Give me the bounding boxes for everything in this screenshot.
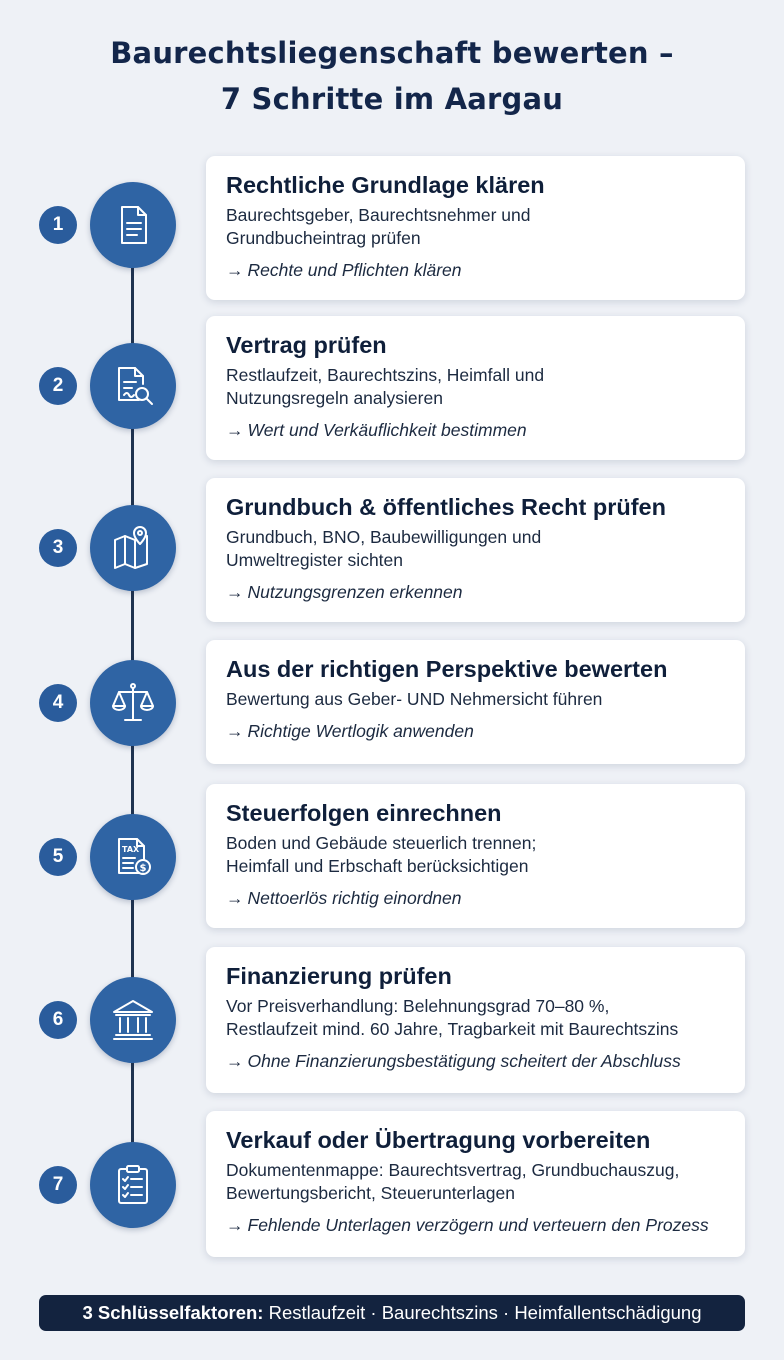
step-result: → Ohne Finanzierungsbestätigung scheitert der Abschluss: [226, 1051, 681, 1071]
step-description: Boden und Gebäude steuerlich trennen; Heimfall und Erbschaft berücksichtigen: [226, 833, 537, 876]
bank-icon: [90, 977, 176, 1063]
svg-text:TAX: TAX: [122, 845, 140, 854]
scales-icon: [90, 660, 176, 746]
document-search-icon: [90, 343, 176, 429]
key-factors-banner: [39, 1295, 745, 1331]
step-result: → Nutzungsgrenzen erkennen: [226, 582, 463, 602]
key-factors-text: Restlaufzeit · Baurechtszins · Heimfallentschädigung: [263, 1302, 702, 1323]
arrow-right-icon: →: [226, 420, 244, 440]
step-number-badge: 4: [39, 684, 77, 722]
step-description: Restlaufzeit, Baurechtszins, Heimfall und Nutzungsregeln analysieren: [226, 365, 545, 408]
step-card: [206, 156, 745, 300]
arrow-right-icon: →: [226, 1051, 244, 1071]
step-result: → Wert und Verkäuflichkeit bestimmen: [226, 420, 527, 440]
step-description: Bewertung aus Geber- UND Nehmersicht führen: [226, 689, 603, 709]
step-description: Dokumentenmappe: Baurechtsvertrag, Grundbuchauszug, Bewertungsbericht, Steuerunterlagen: [226, 1160, 680, 1203]
arrow-right-icon: →: [226, 721, 244, 741]
step-heading: Aus der richtigen Perspektive bewerten: [226, 656, 668, 682]
arrow-right-icon: →: [226, 888, 244, 908]
step-heading: Rechtliche Grundlage klären: [226, 172, 545, 198]
title-line-1: Baurechtsliegenschaft bewerten –: [110, 36, 674, 70]
step-result: → Richtige Wertlogik anwenden: [226, 721, 474, 741]
step-card: [206, 640, 745, 764]
step-card: [206, 316, 745, 460]
document-icon: [90, 182, 176, 268]
step-card: [206, 947, 745, 1093]
step-heading: Grundbuch & öffentliches Recht prüfen: [226, 494, 666, 520]
step-result: → Fehlende Unterlagen verzögern und verteuern den Prozess: [226, 1215, 709, 1235]
step-description: Grundbuch, BNO, Baubewilligungen und Umweltregister sichten: [226, 527, 542, 570]
arrow-right-icon: →: [226, 260, 244, 280]
tax-document-icon: [90, 814, 176, 900]
step-description: Vor Preisverhandlung: Belehnungsgrad 70–80 %, Restlaufzeit mind. 60 Jahre, Tragbarkeit mit Baurechtszins: [226, 996, 679, 1039]
step-heading: Steuerfolgen einrechnen: [226, 800, 502, 826]
step-number-badge: 5: [39, 838, 77, 876]
title-line-2: 7 Schritte im Aargau: [220, 82, 564, 116]
step-number-badge: 6: [39, 1001, 77, 1039]
step-card: [206, 1111, 745, 1257]
step-number-badge: 2: [39, 367, 77, 405]
step-number-badge: 3: [39, 529, 77, 567]
checklist-icon: [90, 1142, 176, 1228]
map-pin-icon: [90, 505, 176, 591]
step-card: [206, 784, 745, 928]
step-number-badge: 1: [39, 206, 77, 244]
key-factors-label: 3 Schlüsselfaktoren:: [82, 1302, 264, 1323]
step-description: Baurechtsgeber, Baurechtsnehmer und Grundbucheintrag prüfen: [226, 205, 531, 248]
step-result: → Rechte und Pflichten klären: [226, 260, 462, 280]
step-number-badge: 7: [39, 1166, 77, 1204]
arrow-right-icon: →: [226, 1215, 244, 1235]
step-heading: Verkauf oder Übertragung vorbereiten: [226, 1127, 651, 1153]
step-heading: Vertrag prüfen: [226, 332, 387, 358]
step-heading: Finanzierung prüfen: [226, 963, 452, 989]
page-title: [0, 30, 784, 122]
svg-text:$: $: [139, 863, 147, 874]
arrow-right-icon: →: [226, 582, 244, 602]
step-result: → Nettoerlös richtig einordnen: [226, 888, 462, 908]
step-card: [206, 478, 745, 622]
